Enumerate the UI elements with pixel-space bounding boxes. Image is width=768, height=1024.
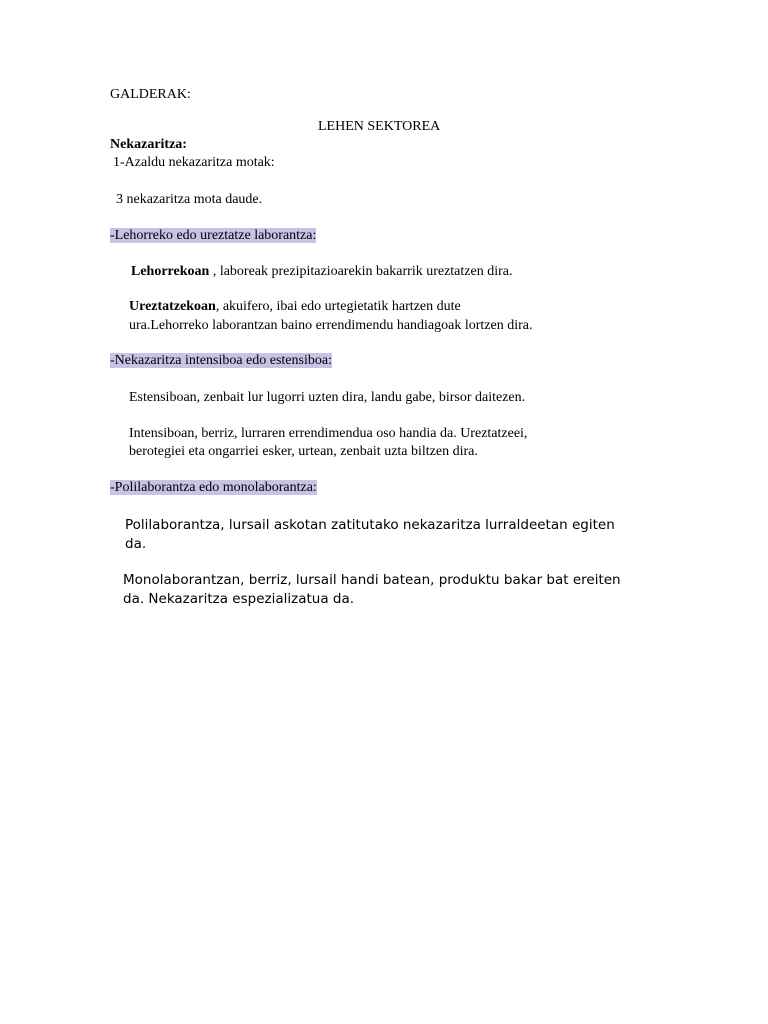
crops-heading xyxy=(110,479,317,497)
irrigated-farming-text-cont: ura.Lehorreko laborantzan baino errendimendu handiagoak lortzen dira. xyxy=(129,318,533,333)
intensive-paragraph-line-2: berotegiei eta ongarriei esker, urtean, zenbait uzta biltzen dira. xyxy=(129,444,478,459)
irrigated-farming-term: Ureztatzekoan xyxy=(129,299,216,314)
section-title: LEHEN SEKTOREA xyxy=(318,119,441,134)
answer-intro: 3 nekazaritza mota daude. xyxy=(116,192,263,207)
intensity-heading-highlight: -Nekazaritza intensiboa edo estensiboa: xyxy=(110,353,332,368)
dry-farming-term: Lehorrekoan xyxy=(131,264,210,279)
document-title: GALDERAK: xyxy=(110,87,191,102)
irrigated-farming-paragraph xyxy=(129,298,461,316)
dry-farming-text: , laboreak prezipitazioarekin bakarrik ureztatzen dira. xyxy=(209,264,513,279)
extensive-paragraph: Estensiboan, zenbait lur lugorri uzten dira, landu gabe, birsor daitezen. xyxy=(129,390,526,405)
subject-heading: Nekazaritza: xyxy=(110,137,187,152)
monoculture-paragraph-line-2: da. Nekazaritza espezializatua da. xyxy=(123,591,355,607)
question-text: 1-Azaldu nekazaritza motak: xyxy=(113,155,275,170)
irrigation-heading-highlight: -Lehorreko edo ureztatze laborantza: xyxy=(110,228,317,243)
monoculture-paragraph-line-1: Monolaborantzan, berriz, lursail handi batean, produktu bakar bat ereiten xyxy=(123,572,621,588)
intensity-heading xyxy=(110,352,332,370)
irrigated-farming-text: , akuifero, ibai edo urtegietatik hartzen dute xyxy=(215,299,461,314)
dry-farming-paragraph xyxy=(131,263,512,281)
crops-heading-highlight: -Polilaborantza edo monolaborantza: xyxy=(110,480,317,495)
polyculture-paragraph-line-2: da. xyxy=(125,536,147,552)
intensive-paragraph-line-1: Intensiboan, berriz, lurraren errendimendua oso handia da. Ureztatzeei, xyxy=(129,426,528,441)
polyculture-paragraph-line-1: Polilaborantza, lursail askotan zatitutako nekazaritza lurraldeetan egiten xyxy=(125,517,615,533)
irrigation-heading xyxy=(110,227,316,245)
